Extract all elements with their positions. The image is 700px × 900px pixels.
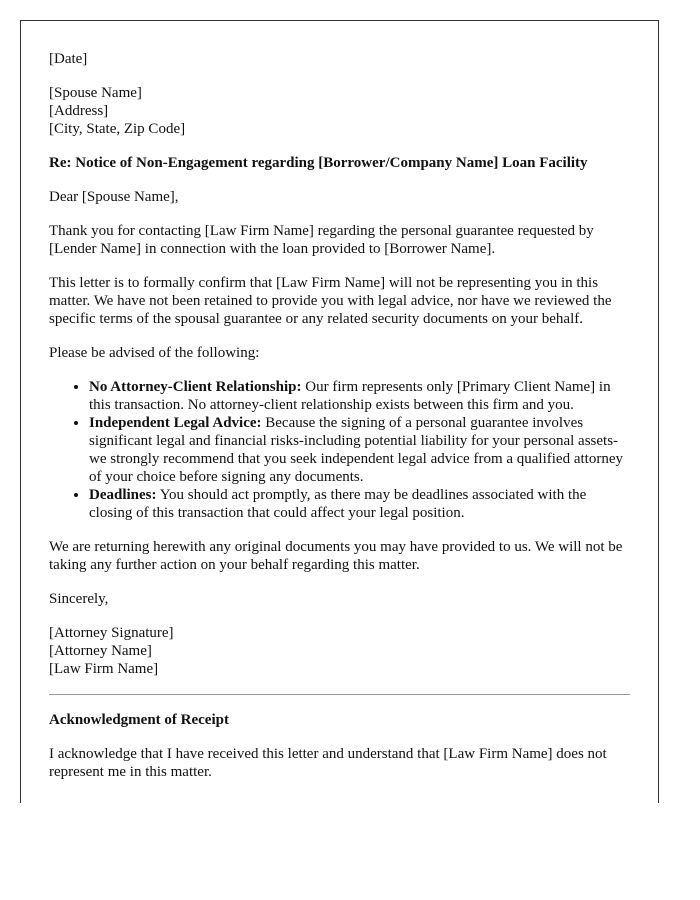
list-item <box>89 378 630 414</box>
body-paragraph: Thank you for contacting [Law Firm Name] regarding the personal guarantee requested by [Lender Name] in connection with the loan provided to [Borrower Name]. <box>49 223 594 257</box>
attorney-signature: [Attorney Signature] <box>49 625 174 641</box>
recipient-city: [City, State, Zip Code] <box>49 121 186 137</box>
list-item-text: Our firm represents only [Primary Client Name] in this transaction. No attorney-client relationship exists between this firm and you. <box>89 379 611 413</box>
signature-block <box>49 624 630 678</box>
letter-page <box>20 20 659 803</box>
recipient-name: [Spouse Name] <box>49 85 142 101</box>
body-paragraph: This letter is to formally confirm that [Law Firm Name] will not be representing you in this matter. We have not been retained to provide you with legal advice, nor have we reviewed the specific terms of the spousal guarantee or any related security documents on your behalf. <box>49 275 612 327</box>
recipient-address <box>49 84 630 138</box>
list-item-title: Deadlines: <box>89 487 157 503</box>
closing: Sincerely, <box>49 591 109 607</box>
advisory-list <box>49 378 630 522</box>
attorney-name: [Attorney Name] <box>49 643 152 659</box>
divider <box>49 694 630 695</box>
list-item-title: Independent Legal Advice: <box>89 415 262 431</box>
acknowledgment-heading: Acknowledgment of Receipt <box>49 712 229 728</box>
list-item-text: Because the signing of a personal guarantee involves significant legal and financial risks-including potential liability for your personal assets-we strongly recommend that you seek independent legal advice from a qualified attorney of your choice before signing any documents. <box>89 415 623 485</box>
list-item <box>89 486 630 522</box>
recipient-street: [Address] <box>49 103 109 119</box>
closing-paragraph: We are returning herewith any original documents you may have provided to us. We will not be taking any further action on your behalf regarding this matter. <box>49 539 623 573</box>
salutation: Dear [Spouse Name], <box>49 189 179 205</box>
list-item <box>89 414 630 486</box>
date: [Date] <box>49 51 88 67</box>
subject-line: Re: Notice of Non-Engagement regarding [Borrower/Company Name] Loan Facility <box>49 155 588 171</box>
acknowledgment-text: I acknowledge that I have received this letter and understand that [Law Firm Name] does not represent me in this matter. <box>49 746 607 780</box>
body-paragraph: Please be advised of the following: <box>49 345 260 361</box>
list-item-text: You should act promptly, as there may be deadlines associated with the closing of this transaction that could affect your legal position. <box>89 487 587 521</box>
law-firm-name: [Law Firm Name] <box>49 661 159 677</box>
list-item-title: No Attorney-Client Relationship: <box>89 379 302 395</box>
